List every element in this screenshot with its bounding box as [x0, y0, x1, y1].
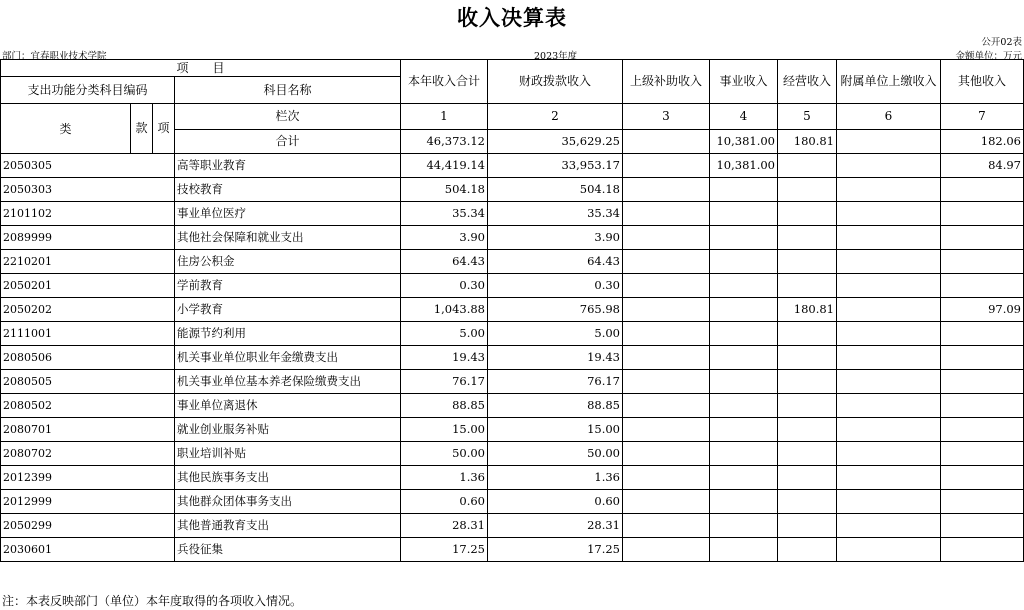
row-value — [837, 490, 941, 514]
row-value — [710, 298, 778, 322]
header-xiang: 项 — [153, 104, 175, 154]
row-value — [778, 466, 837, 490]
total-value: 46,373.12 — [401, 130, 488, 154]
col-header-3: 上级补助收入 — [623, 60, 710, 104]
row-value — [941, 370, 1024, 394]
row-name: 其他民族事务支出 — [175, 466, 401, 490]
row-value: 1.36 — [401, 466, 488, 490]
row-value — [837, 538, 941, 562]
row-value: 0.30 — [401, 274, 488, 298]
row-value: 180.81 — [778, 298, 837, 322]
row-value — [778, 418, 837, 442]
col-header-7: 其他收入 — [941, 60, 1024, 104]
row-value: 504.18 — [401, 178, 488, 202]
col-num: 1 — [401, 104, 488, 130]
row-name: 高等职业教育 — [175, 154, 401, 178]
row-value — [941, 442, 1024, 466]
row-value — [837, 178, 941, 202]
row-name: 学前教育 — [175, 274, 401, 298]
row-value — [623, 250, 710, 274]
row-value — [623, 178, 710, 202]
row-value — [623, 514, 710, 538]
row-value: 33,953.17 — [488, 154, 623, 178]
row-value: 17.25 — [488, 538, 623, 562]
row-value: 765.98 — [488, 298, 623, 322]
col-num: 3 — [623, 104, 710, 130]
row-value — [837, 418, 941, 442]
row-code: 2111001 — [1, 322, 175, 346]
row-value — [941, 394, 1024, 418]
row-value — [710, 418, 778, 442]
row-value — [941, 538, 1024, 562]
table-row — [1, 322, 1024, 346]
table-row — [1, 538, 1024, 562]
row-code: 2012999 — [1, 490, 175, 514]
row-code: 2080506 — [1, 346, 175, 370]
table-row — [1, 202, 1024, 226]
row-value: 1,043.88 — [401, 298, 488, 322]
row-value: 44,419.14 — [401, 154, 488, 178]
row-value: 50.00 — [401, 442, 488, 466]
row-value — [710, 250, 778, 274]
row-value — [710, 490, 778, 514]
total-label: 合计 — [175, 130, 401, 154]
row-value: 76.17 — [488, 370, 623, 394]
row-name: 技校教育 — [175, 178, 401, 202]
header-code: 支出功能分类科目编码 — [1, 77, 175, 104]
row-value — [837, 370, 941, 394]
row-value — [623, 418, 710, 442]
row-value: 88.85 — [488, 394, 623, 418]
row-value: 17.25 — [401, 538, 488, 562]
row-value: 64.43 — [488, 250, 623, 274]
row-code: 2089999 — [1, 226, 175, 250]
row-value — [941, 250, 1024, 274]
row-value — [710, 466, 778, 490]
row-value: 0.30 — [488, 274, 623, 298]
row-name: 就业创业服务补贴 — [175, 418, 401, 442]
row-value: 19.43 — [488, 346, 623, 370]
table-row — [1, 178, 1024, 202]
row-value: 504.18 — [488, 178, 623, 202]
page-title: 收入决算表 — [457, 5, 567, 30]
table-row — [1, 490, 1024, 514]
row-code: 2210201 — [1, 250, 175, 274]
row-value: 5.00 — [488, 322, 623, 346]
row-name: 机关事业单位基本养老保险缴费支出 — [175, 370, 401, 394]
row-value — [837, 346, 941, 370]
row-value: 15.00 — [401, 418, 488, 442]
header-xiangmu: 项 目 — [1, 60, 401, 77]
row-value: 76.17 — [401, 370, 488, 394]
header-kuan: 款 — [131, 104, 153, 154]
row-code: 2080502 — [1, 394, 175, 418]
row-value: 64.43 — [401, 250, 488, 274]
row-value — [941, 226, 1024, 250]
header-name: 科目名称 — [175, 77, 401, 104]
row-value — [941, 466, 1024, 490]
row-value: 97.09 — [941, 298, 1024, 322]
row-name: 机关事业单位职业年金缴费支出 — [175, 346, 401, 370]
row-name: 能源节约利用 — [175, 322, 401, 346]
row-value — [710, 442, 778, 466]
row-value: 35.34 — [488, 202, 623, 226]
table-row — [1, 154, 1024, 178]
total-value: 182.06 — [941, 130, 1024, 154]
row-code: 2050299 — [1, 514, 175, 538]
row-value — [941, 514, 1024, 538]
department-label: 部门：宜春职业技术学院 — [2, 51, 107, 62]
row-value — [710, 538, 778, 562]
row-value — [778, 538, 837, 562]
row-value: 19.43 — [401, 346, 488, 370]
row-value — [941, 346, 1024, 370]
table-row — [1, 274, 1024, 298]
row-value — [623, 226, 710, 250]
table-row — [1, 226, 1024, 250]
form-number: 公开02表 — [981, 37, 1022, 48]
row-value — [837, 226, 941, 250]
row-value: 1.36 — [488, 466, 623, 490]
row-value: 28.31 — [488, 514, 623, 538]
row-value — [778, 274, 837, 298]
row-name: 其他普通教育支出 — [175, 514, 401, 538]
row-value — [837, 274, 941, 298]
table-row — [1, 346, 1024, 370]
year-label: 2023年度 — [534, 51, 578, 62]
col-header-5: 经营收入 — [778, 60, 837, 104]
table-row — [1, 250, 1024, 274]
row-value — [623, 538, 710, 562]
table-row — [1, 442, 1024, 466]
row-value — [710, 514, 778, 538]
col-header-6: 附属单位上缴收入 — [837, 60, 941, 104]
row-name: 住房公积金 — [175, 250, 401, 274]
row-value — [941, 274, 1024, 298]
col-num: 5 — [778, 104, 837, 130]
table-row — [1, 370, 1024, 394]
row-value — [778, 226, 837, 250]
row-value — [623, 322, 710, 346]
row-value: 35.34 — [401, 202, 488, 226]
row-value — [778, 250, 837, 274]
row-value: 50.00 — [488, 442, 623, 466]
col-header-4: 事业收入 — [710, 60, 778, 104]
row-code: 2050202 — [1, 298, 175, 322]
row-value — [710, 178, 778, 202]
row-code: 2080505 — [1, 370, 175, 394]
row-value — [941, 322, 1024, 346]
header-lei: 类 — [1, 104, 131, 154]
col-num: 2 — [488, 104, 623, 130]
row-value — [778, 442, 837, 466]
row-value: 5.00 — [401, 322, 488, 346]
row-value — [623, 154, 710, 178]
row-code: 2012399 — [1, 466, 175, 490]
row-value — [710, 394, 778, 418]
row-code: 2080701 — [1, 418, 175, 442]
row-value — [778, 370, 837, 394]
row-value — [837, 442, 941, 466]
income-table — [0, 59, 1024, 562]
row-value — [710, 322, 778, 346]
row-name: 职业培训补贴 — [175, 442, 401, 466]
row-value — [837, 514, 941, 538]
row-value: 3.90 — [488, 226, 623, 250]
row-value — [837, 466, 941, 490]
row-code: 2030601 — [1, 538, 175, 562]
row-name: 事业单位离退休 — [175, 394, 401, 418]
footnote: 注：本表反映部门（单位）本年度取得的各项收入情况。 — [2, 594, 303, 608]
col-header-1: 本年收入合计 — [401, 60, 488, 104]
total-value — [837, 130, 941, 154]
header-lanci: 栏次 — [175, 104, 401, 130]
col-num: 4 — [710, 104, 778, 130]
total-value — [623, 130, 710, 154]
row-value — [623, 298, 710, 322]
unit-label: 金额单位：万元 — [955, 51, 1022, 62]
row-code: 2050201 — [1, 274, 175, 298]
row-value — [710, 226, 778, 250]
row-value — [710, 274, 778, 298]
row-value — [623, 274, 710, 298]
row-value — [941, 490, 1024, 514]
row-value — [623, 442, 710, 466]
row-value — [778, 346, 837, 370]
row-value — [778, 178, 837, 202]
row-value — [623, 490, 710, 514]
row-value: 3.90 — [401, 226, 488, 250]
row-value: 0.60 — [488, 490, 623, 514]
row-name: 事业单位医疗 — [175, 202, 401, 226]
row-value — [837, 394, 941, 418]
row-value — [623, 394, 710, 418]
row-value — [710, 346, 778, 370]
col-header-2: 财政拨款收入 — [488, 60, 623, 104]
row-value — [837, 322, 941, 346]
row-value — [778, 514, 837, 538]
row-value: 15.00 — [488, 418, 623, 442]
row-value — [837, 298, 941, 322]
row-value — [837, 202, 941, 226]
row-value — [941, 178, 1024, 202]
row-value — [941, 418, 1024, 442]
table-row — [1, 466, 1024, 490]
row-value — [778, 394, 837, 418]
col-num: 6 — [837, 104, 941, 130]
row-value — [710, 370, 778, 394]
row-name: 其他群众团体事务支出 — [175, 490, 401, 514]
row-value — [778, 202, 837, 226]
row-value — [623, 370, 710, 394]
row-value — [623, 346, 710, 370]
row-value — [941, 202, 1024, 226]
row-value: 88.85 — [401, 394, 488, 418]
row-value — [623, 466, 710, 490]
row-value: 84.97 — [941, 154, 1024, 178]
row-value — [837, 250, 941, 274]
row-name: 其他社会保障和就业支出 — [175, 226, 401, 250]
row-value: 10,381.00 — [710, 154, 778, 178]
row-code: 2050303 — [1, 178, 175, 202]
row-value: 0.60 — [401, 490, 488, 514]
row-value — [623, 202, 710, 226]
row-code: 2080702 — [1, 442, 175, 466]
table-row — [1, 394, 1024, 418]
total-value: 35,629.25 — [488, 130, 623, 154]
total-value: 10,381.00 — [710, 130, 778, 154]
row-code: 2101102 — [1, 202, 175, 226]
row-value — [778, 322, 837, 346]
row-name: 兵役征集 — [175, 538, 401, 562]
table-row — [1, 298, 1024, 322]
table-row — [1, 514, 1024, 538]
row-name: 小学教育 — [175, 298, 401, 322]
col-num: 7 — [941, 104, 1024, 130]
total-value: 180.81 — [778, 130, 837, 154]
table-row — [1, 418, 1024, 442]
row-value — [710, 202, 778, 226]
row-value: 28.31 — [401, 514, 488, 538]
row-value — [778, 154, 837, 178]
row-code: 2050305 — [1, 154, 175, 178]
row-value — [837, 154, 941, 178]
row-value — [778, 490, 837, 514]
